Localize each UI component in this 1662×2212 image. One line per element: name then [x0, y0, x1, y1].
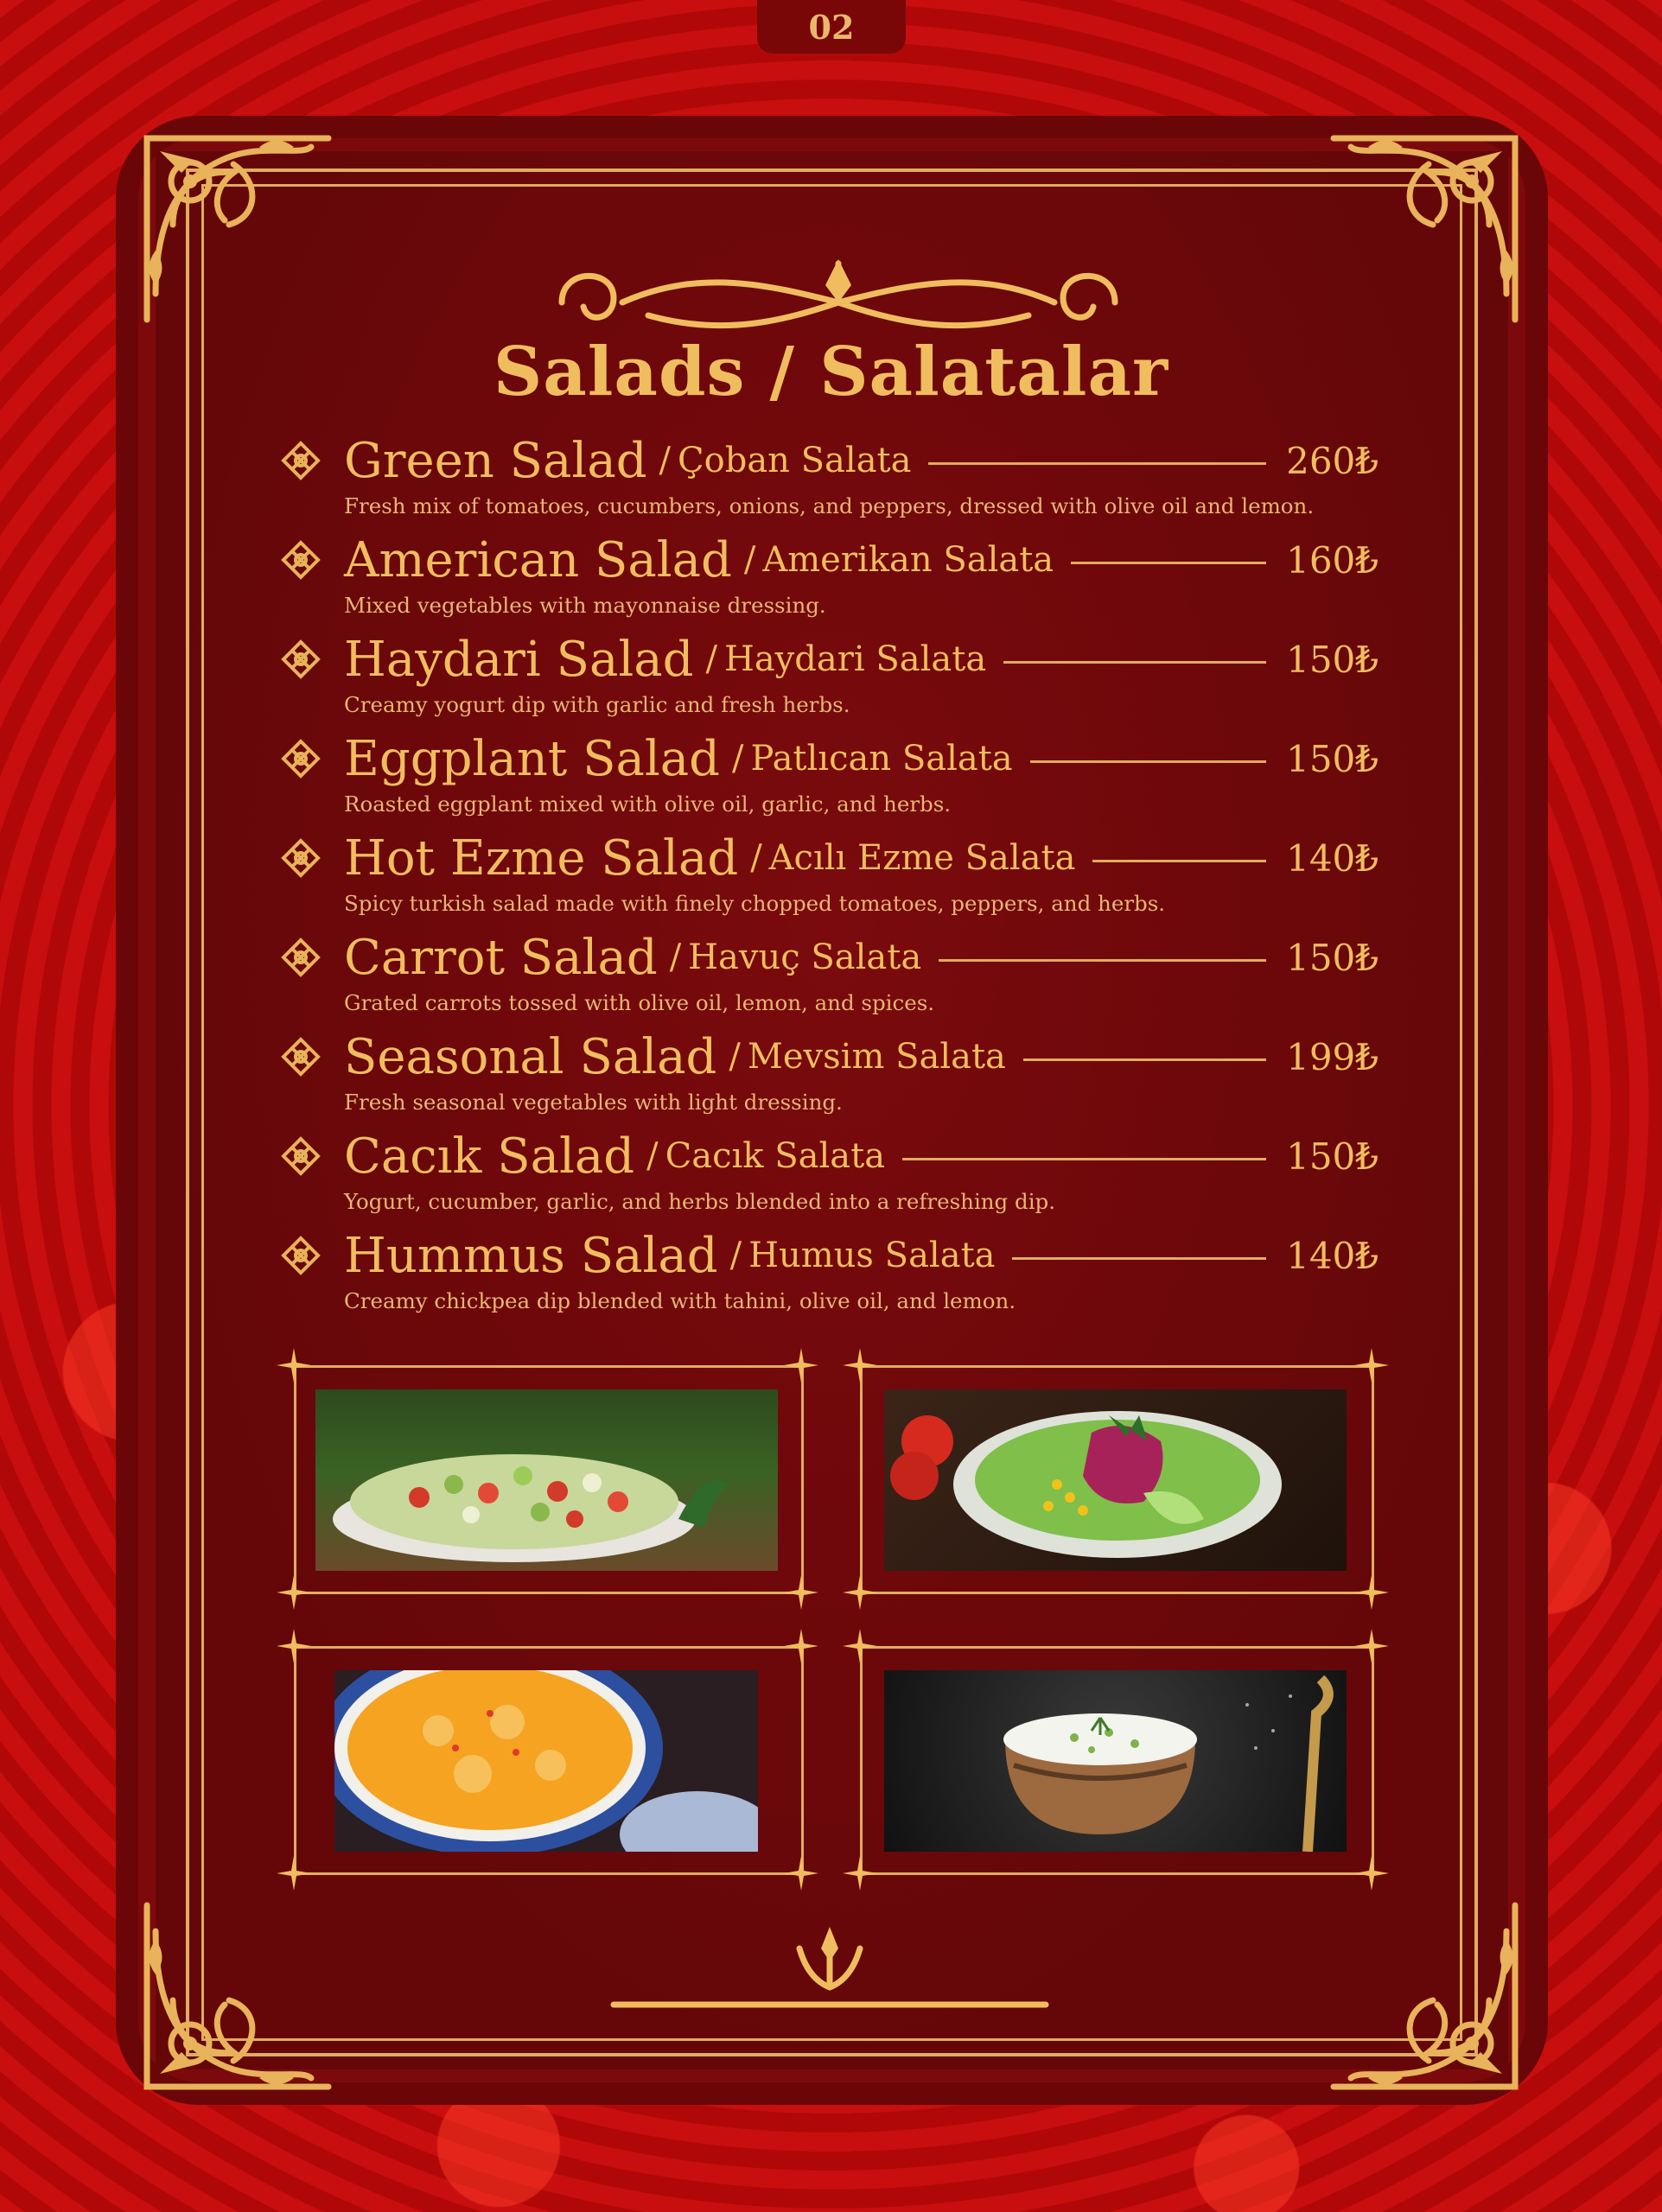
corner-ornament-icon: [1325, 1897, 1532, 2104]
corner-ornament-icon: [130, 1897, 337, 2104]
sparkle-icon: [1354, 1348, 1389, 1382]
leader-line: [928, 462, 1266, 465]
page-number: 02: [808, 7, 855, 47]
item-name-en: American Salad: [344, 531, 732, 588]
menu-item: [281, 728, 1379, 828]
knot-bullet-icon: [281, 441, 321, 480]
sparkle-icon: [843, 1856, 877, 1891]
item-name-en: Cacık Salad: [344, 1128, 635, 1185]
item-name-tr: Cacık Salata: [665, 1136, 886, 1176]
sparkle-icon: [277, 1856, 311, 1891]
menu-item: [281, 430, 1379, 530]
leader-line: [1092, 860, 1266, 862]
knot-bullet-icon: [281, 739, 321, 779]
item-name-en: Haydari Salad: [344, 631, 694, 688]
leader-line: [1030, 760, 1266, 763]
sparkle-icon: [843, 1629, 877, 1663]
name-separator: /: [705, 639, 717, 679]
sparkle-icon: [784, 1856, 818, 1891]
name-separator: /: [729, 1236, 742, 1275]
chopped-salad-photo: [315, 1389, 778, 1571]
item-name-tr: Mevsim Salata: [747, 1037, 1006, 1077]
sparkle-icon: [1354, 1856, 1389, 1891]
leader-line: [939, 959, 1266, 962]
menu-item: [281, 629, 1379, 728]
page-title: Salads / Salatalar: [493, 333, 1169, 411]
name-separator: /: [646, 1136, 659, 1176]
item-name-en: Hot Ezme Salad: [344, 830, 739, 887]
sparkle-icon: [843, 1575, 877, 1610]
item-description: Mixed vegetables with mayonnaise dressing.: [344, 593, 826, 618]
menu-item: [281, 1225, 1379, 1325]
name-separator: /: [659, 441, 672, 480]
item-description: Spicy turkish salad made with finely chopped tomatoes, peppers, and herbs.: [344, 891, 1166, 916]
name-separator: /: [669, 938, 682, 977]
item-name-tr: Patlıcan Salata: [750, 739, 1013, 779]
item-price: 160₺: [1286, 538, 1379, 582]
photo-frame-carrot-salad: [294, 1646, 804, 1875]
sparkle-icon: [1354, 1629, 1389, 1663]
sparkle-icon: [784, 1348, 818, 1382]
sparkle-icon: [1354, 1575, 1389, 1610]
menu-item: [281, 1126, 1379, 1225]
knot-bullet-icon: [281, 838, 321, 878]
item-price: 150₺: [1286, 638, 1379, 681]
leader-line: [902, 1158, 1266, 1160]
item-name-en: Hummus Salad: [344, 1227, 718, 1284]
item-description: Creamy yogurt dip with garlic and fresh herbs.: [344, 692, 850, 717]
item-name-tr: Çoban Salata: [678, 441, 912, 480]
item-name-tr: Acılı Ezme Salata: [768, 838, 1076, 878]
menu-item: [281, 828, 1379, 927]
leader-line: [1012, 1257, 1266, 1260]
corner-ornament-icon: [1325, 121, 1532, 328]
item-description: Fresh mix of tomatoes, cucumbers, onions, and peppers, dressed with olive oil and lemon.: [344, 493, 1315, 518]
knot-bullet-icon: [281, 1037, 321, 1077]
item-name-en: Seasonal Salad: [344, 1028, 717, 1085]
name-separator: /: [750, 838, 762, 878]
knot-bullet-icon: [281, 938, 321, 977]
sparkle-icon: [277, 1629, 311, 1663]
photo-frame-chopped-salad: [294, 1365, 804, 1594]
item-price: 260₺: [1286, 439, 1379, 482]
item-price: 140₺: [1286, 836, 1379, 880]
item-name-en: Carrot Salad: [344, 929, 658, 986]
menu-item: [281, 1027, 1379, 1126]
item-price: 150₺: [1286, 936, 1379, 979]
name-separator: /: [729, 1037, 741, 1077]
photo-frame-mixed-salad: [860, 1365, 1374, 1594]
leader-line: [1071, 562, 1266, 564]
name-separator: /: [743, 540, 756, 580]
knot-bullet-icon: [281, 540, 321, 580]
item-name-en: Green Salad: [344, 432, 647, 489]
carrot-salad-photo: [334, 1670, 758, 1852]
page-number-tab: [757, 0, 906, 54]
item-name-tr: Havuç Salata: [688, 938, 922, 977]
item-price: 140₺: [1286, 1234, 1379, 1277]
menu-item: [281, 927, 1379, 1027]
item-name-en: Eggplant Salad: [344, 730, 720, 787]
mixed-salad-photo: [884, 1389, 1347, 1571]
sparkle-icon: [784, 1629, 818, 1663]
sparkle-icon: [784, 1575, 818, 1610]
knot-bullet-icon: [281, 1236, 321, 1275]
item-name-tr: Haydari Salata: [723, 639, 987, 679]
footer-flourish-icon: [605, 1923, 1054, 2018]
corner-ornament-icon: [130, 121, 337, 328]
item-description: Roasted eggplant mixed with olive oil, garlic, and herbs.: [344, 791, 952, 817]
item-price: 199₺: [1286, 1035, 1379, 1078]
sparkle-icon: [277, 1575, 311, 1610]
sparkle-icon: [843, 1348, 877, 1382]
item-name-tr: Humus Salata: [748, 1236, 996, 1275]
item-description: Grated carrots tossed with olive oil, lemon, and spices.: [344, 990, 935, 1015]
leader-line: [1003, 661, 1266, 664]
item-description: Yogurt, cucumber, garlic, and herbs blended into a refreshing dip.: [344, 1189, 1056, 1214]
item-description: Fresh seasonal vegetables with light dressing.: [344, 1090, 843, 1115]
menu-item: [281, 530, 1379, 629]
photo-frame-cacik: [860, 1646, 1374, 1875]
item-price: 150₺: [1286, 737, 1379, 780]
item-description: Creamy chickpea dip blended with tahini, olive oil, and lemon.: [344, 1288, 1016, 1313]
item-price: 150₺: [1286, 1135, 1379, 1178]
sparkle-icon: [277, 1348, 311, 1382]
leader-line: [1023, 1058, 1266, 1061]
name-separator: /: [731, 739, 744, 779]
cacik-bowl-photo: [884, 1670, 1347, 1852]
item-name-tr: Amerikan Salata: [762, 540, 1054, 580]
knot-bullet-icon: [281, 1136, 321, 1176]
knot-bullet-icon: [281, 639, 321, 679]
menu-list: [281, 430, 1379, 1325]
